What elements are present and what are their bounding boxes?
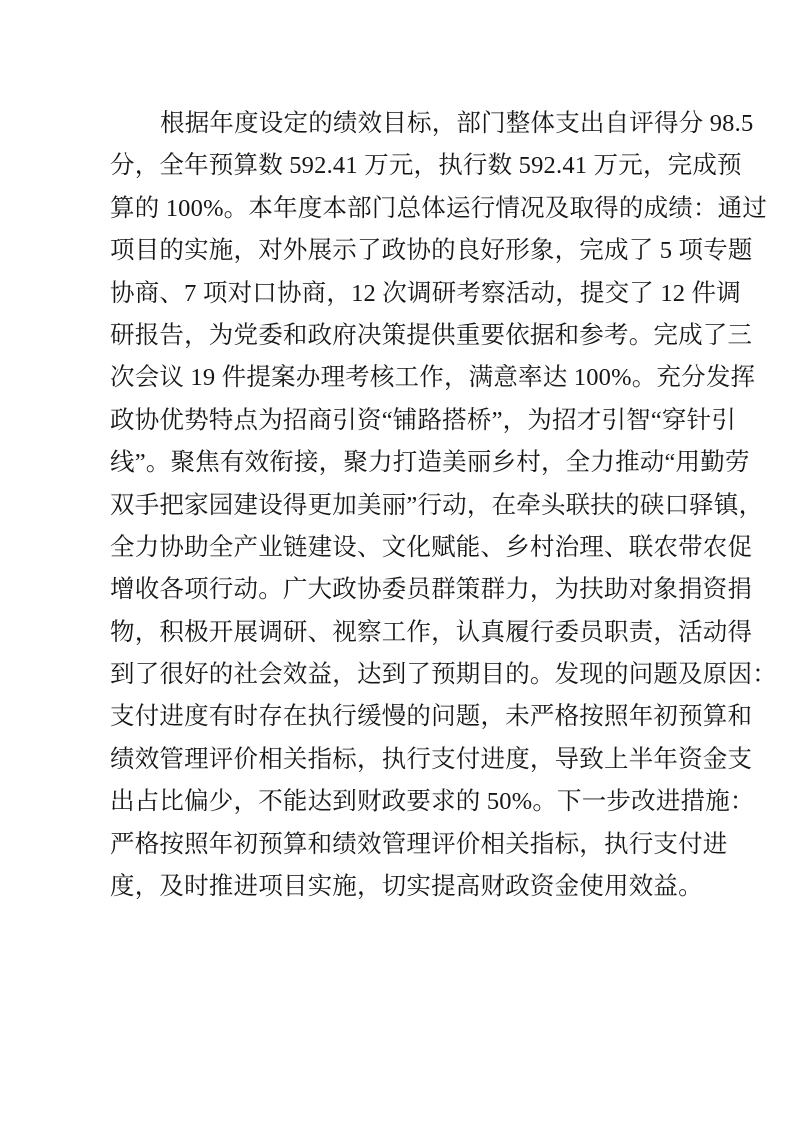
text-line: 次会议 19 件提案办理考核工作，满意率达 100%。充分发挥 bbox=[110, 364, 756, 392]
text-line: 政协优势特点为招商引资“铺路搭桥”，为招才引智“穿针引 bbox=[110, 406, 737, 434]
text-line: 严格按照年初预算和绩效管理评价相关指标，执行支付进 bbox=[110, 830, 728, 858]
text-line: 分，全年预算数 592.41 万元，执行数 592.41 万元，完成预 bbox=[110, 152, 742, 180]
text-line: 根据年度设定的绩效目标，部门整体支出自评得分 98.5 bbox=[160, 110, 754, 137]
text-line: 度，及时推进项目实施，切实提高财政资金使用效益。 bbox=[110, 873, 703, 901]
text-line: 绩效管理评价相关指标，执行支付进度，导致上半年资金支 bbox=[110, 745, 753, 773]
text-line: 支付进度有时存在执行缓慢的问题，未严格按照年初预算和 bbox=[110, 703, 753, 731]
text-line: 项目的实施，对外展示了政协的良好形象，完成了 5 项专题 bbox=[110, 237, 753, 265]
text-line: 全力协助全产业链建设、文化赋能、乡村治理、联农带农促 bbox=[110, 533, 753, 561]
text-line: 线”。聚焦有效衔接，聚力打造美丽乡村，全力推动“用勤劳 bbox=[110, 449, 750, 477]
text-line: 研报告，为党委和政府决策提供重要依据和参考。完成了三 bbox=[110, 321, 753, 349]
text-line: 协商、7 项对口协商，12 次调研考察活动，提交了 12 件调 bbox=[110, 279, 741, 307]
text-line: 算的 100%。本年度本部门总体运行情况及取得的成绩：通过 bbox=[110, 194, 768, 222]
text-line: 物，积极开展调研、视察工作，认真履行委员职责，活动得 bbox=[110, 618, 753, 646]
text-line: 增收各项行动。广大政协委员群策群力，为扶助对象捐资捐 bbox=[110, 576, 753, 604]
text-line: 到了很好的社会效益，达到了预期目的。发现的问题及原因： bbox=[110, 661, 777, 689]
text-line: 双手把家园建设得更加美丽”行动，在牵头联扶的硖口驿镇， bbox=[110, 491, 764, 519]
paragraph bbox=[110, 103, 777, 908]
text-line: 出占比偏少，不能达到财政要求的 50%。下一步改进措施： bbox=[110, 788, 755, 816]
